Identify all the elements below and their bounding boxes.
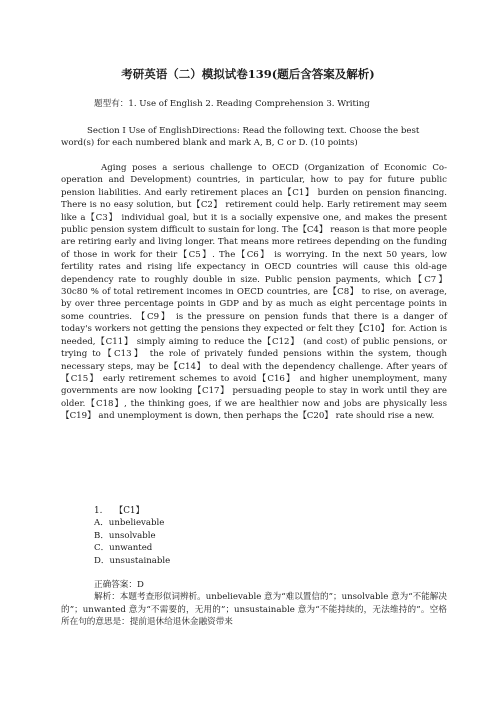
option-b: B．unsolvable [94, 531, 156, 541]
section-directions-text: Section I Use of EnglishDirections: Read the following text. Choose the best word(s) for each numbered blank and mark A, B, C or D. (10 points) [61, 126, 420, 149]
question-header [94, 503, 144, 516]
document-title: 考研英语（二）模拟试卷139(题后含答案及解析) [121, 67, 375, 81]
passage-text: Aging poses a serious challenge to OECD (Organization of Economic Co-operation and Development) countries, in particular, how to pay for future public pension liabilities. And early retirement places an【C1】 burden on pension financing. There is no easy solution, but【C2】 retirement could help. Early retirement may seem like a【C3】 individual goal, but it is a socially expensive one, and makes the present public pension system difficult to sustain for long. The【C4】 reason is that more people are retiring early and living longer. That means more retirees depending on the funding of those in work for their【C5】. The【C6】 is worrying. In the next 50 years, low fertility rates and rising life expectancy in OECD countries will cause this old-age dependency rate to roughly double in size. Public pension payments, which【C7】 30c80 % of total retirement incomes in OECD countries, are【C8】 to rise, on average, by over three percentage points in GDP and by as much as eight percentage points in some countries. 【C9】 is the pressure on pension funds that there is a danger of today's workers not getting the pensions they expected or felt they【C10】 for. Action is needed,【C11】 simply aiming to reduce the【C12】 (and cost) of public pensions, or trying to【C13】 the role of privately funded pensions within the system, though necessary steps, may be【C14】 to deal with the dependency challenge. After years of 【C15】 early retirement schemes to avoid【C16】 and higher unemployment, many governments are now looking【C17】 persuading people to stay in work until they are older.【C18】, the thinking goes, if we are healthier now and jobs are physically less【C19】 and unemployment is down, then perhaps the【C20】 rate should rise a new. [61, 163, 447, 422]
question-types: 题型有：1. Use of English 2. Reading Comprehension 3. Writing [94, 99, 370, 109]
option-d: D．unsustainable [94, 556, 171, 566]
option-c: C．unwanted [94, 543, 153, 553]
answer-analysis-text: 解析：本题考查形似词辨析。unbelievable 意为“难以置信的”；unsolvable 意为“不能解决的”；unwanted 意为“不需要的，无用的”；unsustainable 意为“不能持续的，无法维持的”。空格所在句的意思是：提前退休给退休金融资带来 [61, 592, 447, 628]
question-number: 1. [94, 506, 103, 516]
passage-paragraph [61, 162, 447, 423]
question-label: 【C1】 [114, 506, 145, 516]
section-directions [61, 125, 447, 150]
option-a: A．unbelievable [94, 518, 165, 528]
answer-analysis [61, 591, 447, 629]
correct-answer: 正确答案：D [94, 580, 144, 590]
